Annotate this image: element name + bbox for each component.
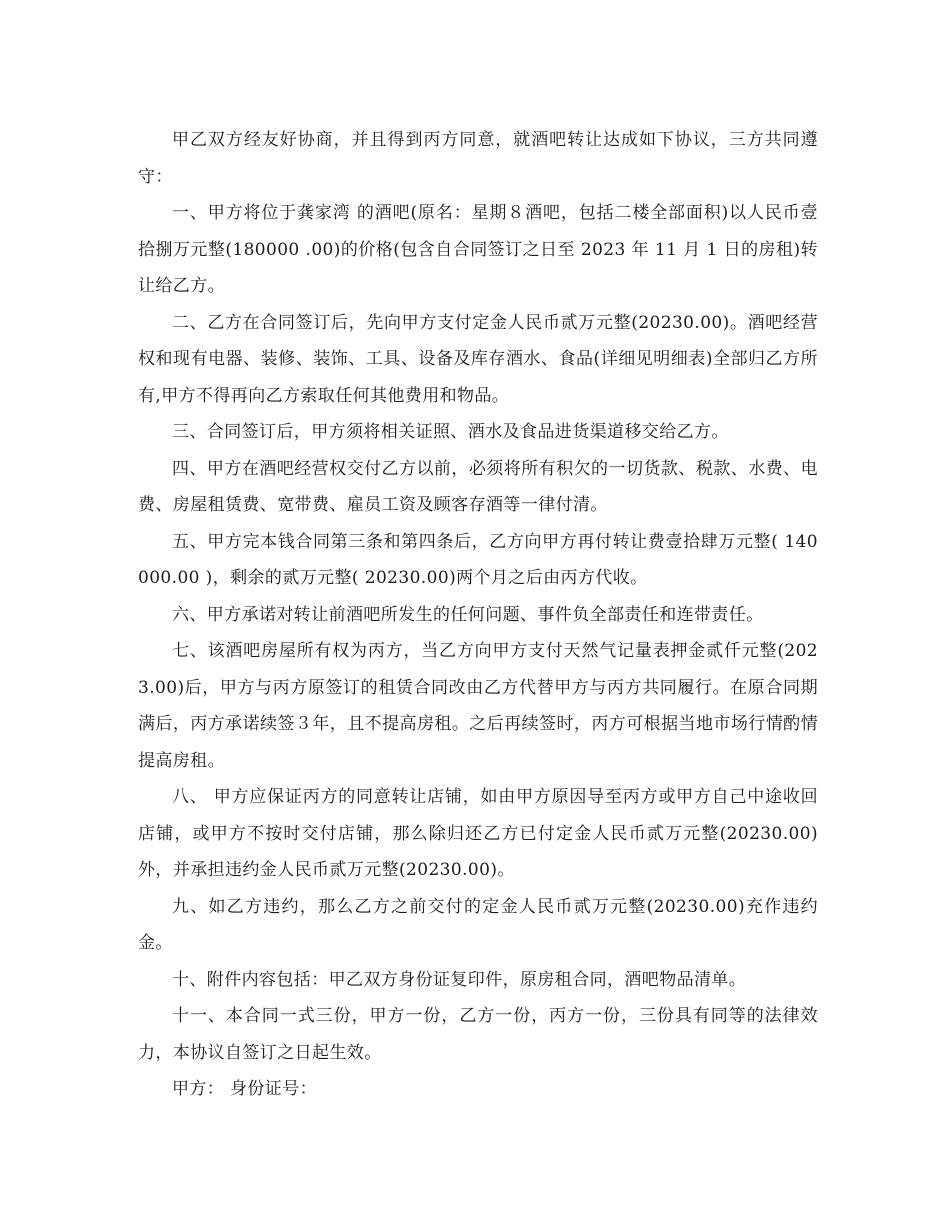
signature-line-party-a: 甲方： 身份证号： <box>172 1079 318 1099</box>
clause-7: 七、该酒吧房屋所有权为丙方，当乙方向甲方支付天然气记量表押金贰仟元整(2023.00)后，甲方与丙方原签订的租赁合同改由乙方代替甲方与丙方共同履行。在原合同期满后，丙方承诺续签３年，且不提高房租。之后再续签时，丙方可根据当地市场行情酌情提高房租。 <box>138 641 818 771</box>
contract-body <box>138 122 818 1108</box>
clause-11: 十一、本合同一式三份，甲方一份，乙方一份，丙方一份，三份具有同等的法律效力，本协议自签订之日起生效。 <box>138 1006 818 1063</box>
clause-8: 八、 甲方应保证丙方的同意转让店铺，如由甲方原因导至丙方或甲方自己中途收回店铺，或甲方不按时交付店铺，那么除归还乙方已付定金人民币贰万元整(20230.00)外，并承担违约金人民币贰万元整(20230.00)。 <box>138 787 818 880</box>
clause-9: 九、如乙方违约，那么乙方之前交付的定金人民币贰万元整(20230.00)充作违约金。 <box>138 896 818 953</box>
clause-5: 五、甲方完本钱合同第三条和第四条后，乙方向甲方再付转让费壹拾肆万元整( 140000.00 )，剩余的贰万元整( 20230.00)两个月之后由丙方代收。 <box>138 531 818 588</box>
clause-1: 一、甲方将位于龚家湾 的酒吧(原名：星期８酒吧，包括二楼全部面积)以人民币壹拾捌万元整(180000 .00)的价格(包含自合同签订之日至 2023 年 11 月 1 日的房租)转让给乙方。 <box>138 203 818 296</box>
clause-3: 三、合同签订后，甲方须将相关证照、酒水及食品进货渠道移交给乙方。 <box>172 422 729 442</box>
clause-4: 四、甲方在酒吧经营权交付乙方以前，必须将所有积欠的一切货款、税款、水费、电费、房屋租赁费、宽带费、雇员工资及顾客存酒等一律付清。 <box>138 458 818 515</box>
clause-6: 六、甲方承诺对转让前酒吧所发生的任何问题、事件负全部责任和连带责任。 <box>172 604 764 625</box>
clause-10: 十、附件内容包括：甲乙双方身份证复印件，原房租合同，酒吧物品清单。 <box>172 969 747 990</box>
clause-2: 二、乙方在合同签订后，先向甲方支付定金人民币贰万元整(20230.00)。酒吧经营权和现有电器、装修、装饰、工具、设备及库存酒水、食品(详细见明细表)全部归乙方所有,甲方不得再向乙方索取任何其他费用和物品。 <box>138 312 818 406</box>
intro-paragraph: 甲乙双方经友好协商，并且得到丙方同意，就酒吧转让达成如下协议，三方共同遵守： <box>138 130 818 187</box>
